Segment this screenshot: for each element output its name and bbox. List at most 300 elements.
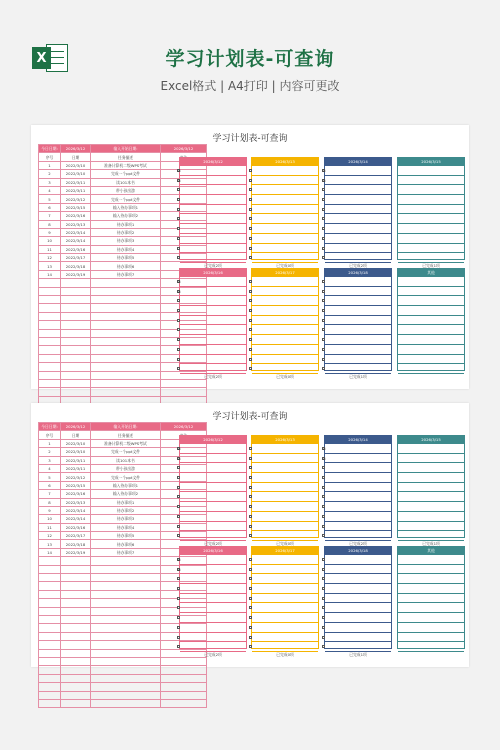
day-card-row bbox=[252, 522, 318, 532]
checkbox[interactable] bbox=[249, 188, 252, 191]
row-note bbox=[161, 666, 207, 674]
day-card-row bbox=[398, 565, 464, 575]
row-date bbox=[61, 691, 91, 699]
day-card-row bbox=[180, 364, 246, 374]
checkbox[interactable] bbox=[322, 466, 325, 469]
checkbox[interactable] bbox=[249, 309, 252, 312]
row-task bbox=[91, 287, 161, 295]
day-card-row bbox=[180, 454, 246, 464]
day-card-row bbox=[398, 492, 464, 502]
row-date: 2022/3/10 bbox=[61, 161, 91, 169]
checkbox[interactable] bbox=[322, 525, 325, 528]
day-card-footer: 已完成1项 bbox=[422, 540, 440, 546]
day-card-row bbox=[252, 492, 318, 502]
checkbox[interactable] bbox=[322, 476, 325, 479]
checkbox[interactable] bbox=[249, 299, 252, 302]
day-card-row bbox=[252, 224, 318, 234]
checkbox[interactable] bbox=[177, 616, 180, 619]
checkbox[interactable] bbox=[249, 457, 252, 460]
row-date bbox=[61, 632, 91, 640]
checkbox[interactable] bbox=[249, 606, 252, 609]
row-task: 完成一个ppt文件 bbox=[91, 170, 161, 178]
row-task bbox=[91, 337, 161, 345]
row-number: 7 bbox=[39, 212, 61, 220]
checkbox[interactable] bbox=[249, 217, 252, 220]
checkbox[interactable] bbox=[249, 616, 252, 619]
day-card-footer: 已完成0项 bbox=[276, 262, 294, 268]
checkbox[interactable] bbox=[249, 645, 252, 648]
row-date: 2022/3/13 bbox=[61, 220, 91, 228]
checkbox[interactable] bbox=[249, 280, 252, 283]
checkbox[interactable]: ☒ bbox=[178, 558, 181, 562]
checkbox[interactable] bbox=[177, 525, 180, 528]
day-card-row bbox=[252, 594, 318, 604]
row-date: 2022/3/16 bbox=[61, 523, 91, 531]
checkbox[interactable] bbox=[322, 367, 325, 370]
day-card-row bbox=[325, 195, 391, 205]
row-date bbox=[61, 615, 91, 623]
day-card bbox=[178, 157, 247, 268]
checkbox[interactable] bbox=[322, 338, 325, 341]
checkbox[interactable] bbox=[249, 466, 252, 469]
start-value: 2026/3/12 bbox=[161, 145, 207, 153]
row-number: 5 bbox=[39, 473, 61, 481]
row-date: 2022/3/16 bbox=[61, 212, 91, 220]
day-card-header: 其他 bbox=[398, 547, 464, 555]
checkbox[interactable] bbox=[249, 495, 252, 498]
row-number: 6 bbox=[39, 481, 61, 489]
day-card bbox=[251, 268, 319, 379]
row-task bbox=[91, 624, 161, 632]
row-task bbox=[91, 379, 161, 387]
row-number bbox=[39, 691, 61, 699]
row-number: 12 bbox=[39, 254, 61, 262]
row-note bbox=[161, 683, 207, 691]
row-number bbox=[39, 624, 61, 632]
day-card-row bbox=[252, 335, 318, 345]
row-task: 待办事项3 bbox=[91, 237, 161, 245]
checkbox[interactable] bbox=[177, 636, 180, 639]
row-task bbox=[91, 304, 161, 312]
row-date bbox=[61, 346, 91, 354]
day-card-row bbox=[252, 512, 318, 522]
checkbox[interactable] bbox=[249, 198, 252, 201]
row-note bbox=[161, 657, 207, 665]
checkbox[interactable] bbox=[249, 587, 252, 590]
checkbox[interactable] bbox=[177, 577, 180, 580]
checkbox[interactable] bbox=[249, 319, 252, 322]
row-number bbox=[39, 641, 61, 649]
checkbox[interactable] bbox=[322, 636, 325, 639]
checkbox[interactable] bbox=[322, 597, 325, 600]
day-card-row bbox=[325, 594, 391, 604]
checkbox[interactable]: ☒ bbox=[178, 169, 181, 173]
checkbox[interactable] bbox=[177, 587, 180, 590]
row-date bbox=[61, 279, 91, 287]
row-task: 待办事项7 bbox=[91, 548, 161, 556]
row-date bbox=[61, 287, 91, 295]
row-number bbox=[39, 565, 61, 573]
checkbox[interactable]: ☒ bbox=[323, 447, 326, 451]
checkbox[interactable]: ☒ bbox=[178, 456, 181, 461]
row-date: 2022/3/15 bbox=[61, 481, 91, 489]
checkbox[interactable] bbox=[177, 367, 180, 370]
day-card-header: 2026/3/13 bbox=[252, 436, 318, 444]
checkbox[interactable] bbox=[249, 447, 252, 450]
day-card-row bbox=[252, 306, 318, 316]
checkbox[interactable] bbox=[249, 476, 252, 479]
day-card-row bbox=[398, 244, 464, 254]
day-card-row bbox=[180, 574, 246, 584]
sheet-title: 学习计划表-可查询 bbox=[212, 134, 288, 144]
checkbox[interactable] bbox=[249, 636, 252, 639]
checkbox[interactable] bbox=[177, 208, 180, 211]
day-card-row bbox=[325, 316, 391, 326]
day-card bbox=[397, 435, 465, 546]
checkbox[interactable] bbox=[322, 309, 325, 312]
day-card-row bbox=[325, 584, 391, 594]
checkbox[interactable] bbox=[249, 558, 252, 561]
day-card-footer: 已完成1项 bbox=[349, 373, 367, 379]
checkbox[interactable] bbox=[177, 358, 180, 361]
row-date: 2022/3/10 bbox=[61, 439, 91, 447]
checkbox[interactable] bbox=[322, 616, 325, 619]
checkbox[interactable] bbox=[322, 495, 325, 498]
checkbox[interactable] bbox=[249, 328, 252, 331]
row-number bbox=[39, 354, 61, 362]
checkbox[interactable] bbox=[177, 495, 180, 498]
checkbox[interactable] bbox=[177, 237, 180, 240]
checkbox[interactable] bbox=[177, 338, 180, 341]
column-header: 日期 bbox=[61, 153, 91, 161]
checkbox[interactable] bbox=[249, 525, 252, 528]
row-task bbox=[91, 363, 161, 371]
day-card-row bbox=[325, 555, 391, 565]
checkbox[interactable] bbox=[249, 367, 252, 370]
day-card-row bbox=[180, 355, 246, 365]
row-date bbox=[61, 674, 91, 682]
row-number bbox=[39, 379, 61, 387]
checkbox[interactable]: ☒ bbox=[323, 169, 326, 173]
checkbox[interactable] bbox=[249, 515, 252, 518]
checkbox[interactable] bbox=[322, 505, 325, 508]
row-date bbox=[61, 304, 91, 312]
row-number bbox=[39, 296, 61, 304]
row-number: 3 bbox=[39, 178, 61, 186]
checkbox[interactable] bbox=[177, 328, 180, 331]
checkbox[interactable] bbox=[249, 179, 252, 182]
day-card-header: 2026/3/12 bbox=[180, 436, 246, 444]
day-card-row bbox=[398, 531, 464, 541]
checkbox[interactable] bbox=[322, 319, 325, 322]
checkbox[interactable] bbox=[322, 534, 325, 537]
day-card-header: 2026/3/18 bbox=[325, 269, 391, 277]
row-task: 完成一个ppt文件 bbox=[91, 448, 161, 456]
checkbox[interactable] bbox=[177, 319, 180, 322]
row-number: 8 bbox=[39, 498, 61, 506]
checkbox[interactable] bbox=[322, 227, 325, 230]
row-date: 2022/3/19 bbox=[61, 270, 91, 278]
row-task bbox=[91, 388, 161, 396]
day-card-row bbox=[180, 345, 246, 355]
checkbox[interactable] bbox=[249, 486, 252, 489]
checkbox[interactable] bbox=[177, 476, 180, 479]
today-value: 2026/3/12 bbox=[61, 145, 91, 153]
day-card-row bbox=[180, 463, 246, 473]
row-number bbox=[39, 683, 61, 691]
row-task: 待办事项1 bbox=[91, 498, 161, 506]
row-task bbox=[91, 329, 161, 337]
row-number: 11 bbox=[39, 523, 61, 531]
checkbox[interactable] bbox=[177, 198, 180, 201]
day-card-row bbox=[325, 603, 391, 613]
checkbox[interactable] bbox=[177, 256, 180, 259]
row-task: 待办事项4 bbox=[91, 245, 161, 253]
checkbox[interactable] bbox=[322, 299, 325, 302]
checkbox[interactable] bbox=[322, 208, 325, 211]
checkbox[interactable] bbox=[322, 328, 325, 331]
row-task: 待办事项6 bbox=[91, 262, 161, 270]
row-date bbox=[61, 624, 91, 632]
checkbox[interactable] bbox=[322, 606, 325, 609]
row-number: 9 bbox=[39, 506, 61, 514]
checkbox[interactable]: ☒ bbox=[323, 456, 326, 461]
day-card-row bbox=[398, 205, 464, 215]
day-card-header: 2026/3/12 bbox=[180, 158, 246, 166]
checkbox[interactable] bbox=[322, 256, 325, 259]
checkbox[interactable] bbox=[177, 217, 180, 220]
day-card-row bbox=[252, 584, 318, 594]
row-date bbox=[61, 363, 91, 371]
day-card-row bbox=[398, 195, 464, 205]
row-date bbox=[61, 371, 91, 379]
day-card-header: 2026/3/17 bbox=[252, 269, 318, 277]
day-card-row bbox=[180, 613, 246, 623]
checkbox[interactable] bbox=[322, 247, 325, 250]
day-card-row bbox=[252, 574, 318, 584]
row-number: 11 bbox=[39, 245, 61, 253]
checkbox[interactable] bbox=[177, 534, 180, 537]
checkbox[interactable] bbox=[322, 348, 325, 351]
day-card-row bbox=[180, 166, 246, 176]
checkbox[interactable] bbox=[177, 486, 180, 489]
checkbox[interactable] bbox=[249, 247, 252, 250]
day-card-row bbox=[325, 244, 391, 254]
checkbox[interactable] bbox=[322, 577, 325, 580]
checkbox[interactable] bbox=[249, 169, 252, 172]
day-card-row bbox=[252, 531, 318, 541]
day-card bbox=[324, 546, 392, 657]
checkbox[interactable] bbox=[322, 558, 325, 561]
checkbox[interactable]: ☒ bbox=[178, 447, 181, 451]
row-number: 13 bbox=[39, 262, 61, 270]
checkbox[interactable] bbox=[322, 188, 325, 191]
checkbox[interactable]: ☒ bbox=[178, 280, 181, 284]
row-date: 2022/3/14 bbox=[61, 228, 91, 236]
day-card-row bbox=[180, 234, 246, 244]
excel-letter: X bbox=[32, 47, 51, 69]
checkbox[interactable] bbox=[249, 256, 252, 259]
checkbox[interactable] bbox=[322, 587, 325, 590]
day-card-row bbox=[180, 483, 246, 493]
checkbox[interactable] bbox=[249, 237, 252, 240]
row-task bbox=[91, 607, 161, 615]
checkbox[interactable] bbox=[322, 217, 325, 220]
table-row bbox=[39, 666, 207, 674]
row-date bbox=[61, 321, 91, 329]
day-card-row bbox=[398, 185, 464, 195]
table-row bbox=[39, 379, 207, 387]
day-card-row bbox=[252, 244, 318, 254]
row-date: 2022/3/16 bbox=[61, 245, 91, 253]
row-date bbox=[61, 329, 91, 337]
checkbox[interactable] bbox=[249, 358, 252, 361]
row-date bbox=[61, 599, 91, 607]
day-card-row bbox=[398, 214, 464, 224]
day-card-row bbox=[398, 502, 464, 512]
day-card-row bbox=[252, 287, 318, 297]
checkbox[interactable] bbox=[322, 198, 325, 201]
row-task: 待办事项5 bbox=[91, 532, 161, 540]
row-date: 2022/3/10 bbox=[61, 448, 91, 456]
checkbox[interactable] bbox=[177, 606, 180, 609]
checkbox[interactable]: ☒ bbox=[178, 567, 181, 572]
checkbox[interactable] bbox=[249, 577, 252, 580]
row-task bbox=[91, 354, 161, 362]
day-card-header: 2026/3/16 bbox=[180, 269, 246, 277]
checkbox[interactable] bbox=[249, 227, 252, 230]
row-number: 13 bbox=[39, 540, 61, 548]
day-card-row bbox=[180, 335, 246, 345]
day-card-row bbox=[325, 296, 391, 306]
checkbox[interactable] bbox=[249, 290, 252, 293]
checkbox[interactable] bbox=[322, 290, 325, 293]
row-task bbox=[91, 632, 161, 640]
checkbox[interactable] bbox=[249, 597, 252, 600]
checkbox[interactable] bbox=[177, 299, 180, 302]
sheet-preview-1 bbox=[31, 125, 469, 389]
day-card bbox=[397, 546, 465, 649]
checkbox[interactable] bbox=[177, 515, 180, 518]
checkbox[interactable] bbox=[249, 568, 252, 571]
row-date bbox=[61, 607, 91, 615]
row-date bbox=[61, 666, 91, 674]
checkbox[interactable] bbox=[322, 280, 325, 283]
day-card-footer: 已完成2项 bbox=[204, 540, 222, 546]
checkbox[interactable] bbox=[177, 645, 180, 648]
today-value: 2026/3/12 bbox=[61, 423, 91, 431]
checkbox[interactable]: ☒ bbox=[178, 289, 181, 294]
day-card-header: 2026/3/15 bbox=[398, 158, 464, 166]
checkbox[interactable] bbox=[177, 227, 180, 230]
day-card-row bbox=[252, 633, 318, 643]
day-card-header: 2026/3/16 bbox=[180, 547, 246, 555]
day-card-row bbox=[180, 325, 246, 335]
day-card-row bbox=[252, 214, 318, 224]
day-card-row bbox=[325, 531, 391, 541]
checkbox[interactable] bbox=[322, 626, 325, 629]
start-label: 输入开始日期: bbox=[91, 145, 161, 153]
day-card-header: 2026/3/15 bbox=[398, 436, 464, 444]
row-number: 7 bbox=[39, 490, 61, 498]
checkbox[interactable]: ☒ bbox=[178, 178, 181, 183]
checkbox[interactable] bbox=[177, 505, 180, 508]
day-card-row bbox=[398, 325, 464, 335]
row-task bbox=[91, 641, 161, 649]
day-card-footer: 已完成0项 bbox=[276, 373, 294, 379]
day-card-row bbox=[252, 623, 318, 633]
day-card-header: 其他 bbox=[398, 269, 464, 277]
day-card-row bbox=[180, 473, 246, 483]
checkbox[interactable] bbox=[322, 568, 325, 571]
checkbox[interactable] bbox=[322, 358, 325, 361]
checkbox[interactable] bbox=[249, 534, 252, 537]
day-card bbox=[178, 546, 247, 657]
checkbox[interactable] bbox=[249, 348, 252, 351]
day-card-row bbox=[180, 306, 246, 316]
checkbox[interactable] bbox=[177, 626, 180, 629]
row-task bbox=[91, 279, 161, 287]
page-title: 学习计划表-可查询 bbox=[165, 48, 335, 70]
checkbox[interactable] bbox=[177, 188, 180, 191]
day-card-row bbox=[325, 306, 391, 316]
checkbox[interactable] bbox=[177, 247, 180, 250]
checkbox[interactable] bbox=[249, 505, 252, 508]
row-number bbox=[39, 279, 61, 287]
day-card-row bbox=[180, 287, 246, 297]
checkbox[interactable] bbox=[322, 515, 325, 518]
checkbox[interactable] bbox=[177, 597, 180, 600]
checkbox[interactable] bbox=[322, 645, 325, 648]
day-card-row bbox=[252, 473, 318, 483]
checkbox[interactable] bbox=[249, 208, 252, 211]
row-number: 4 bbox=[39, 464, 61, 472]
day-card-row bbox=[325, 253, 391, 263]
row-date: 2022/3/18 bbox=[61, 262, 91, 270]
row-number bbox=[39, 599, 61, 607]
row-task: 待办事项2 bbox=[91, 506, 161, 514]
checkbox[interactable] bbox=[177, 309, 180, 312]
day-card-row bbox=[180, 195, 246, 205]
row-number bbox=[39, 346, 61, 354]
row-date: 2022/3/10 bbox=[61, 170, 91, 178]
checkbox[interactable] bbox=[249, 338, 252, 341]
checkbox[interactable] bbox=[177, 466, 180, 469]
checkbox[interactable] bbox=[322, 237, 325, 240]
checkbox[interactable] bbox=[249, 626, 252, 629]
checkbox[interactable] bbox=[177, 348, 180, 351]
day-card-row bbox=[398, 234, 464, 244]
day-card-row bbox=[252, 642, 318, 652]
checkbox[interactable]: ☒ bbox=[323, 178, 326, 183]
row-task: 读101本书 bbox=[91, 456, 161, 464]
row-note bbox=[161, 691, 207, 699]
day-card-row bbox=[398, 483, 464, 493]
day-card-row bbox=[252, 166, 318, 176]
day-card-row bbox=[180, 224, 246, 234]
day-card bbox=[323, 435, 392, 546]
row-task bbox=[91, 557, 161, 565]
day-card-row bbox=[325, 166, 391, 176]
day-card bbox=[251, 435, 319, 546]
checkbox[interactable] bbox=[322, 486, 325, 489]
day-card-row bbox=[325, 463, 391, 473]
row-task: 带小孩出游 bbox=[91, 464, 161, 472]
row-number bbox=[39, 574, 61, 582]
day-card-footer: 已完成2项 bbox=[349, 540, 367, 546]
row-number: 10 bbox=[39, 515, 61, 523]
day-card-row bbox=[180, 594, 246, 604]
